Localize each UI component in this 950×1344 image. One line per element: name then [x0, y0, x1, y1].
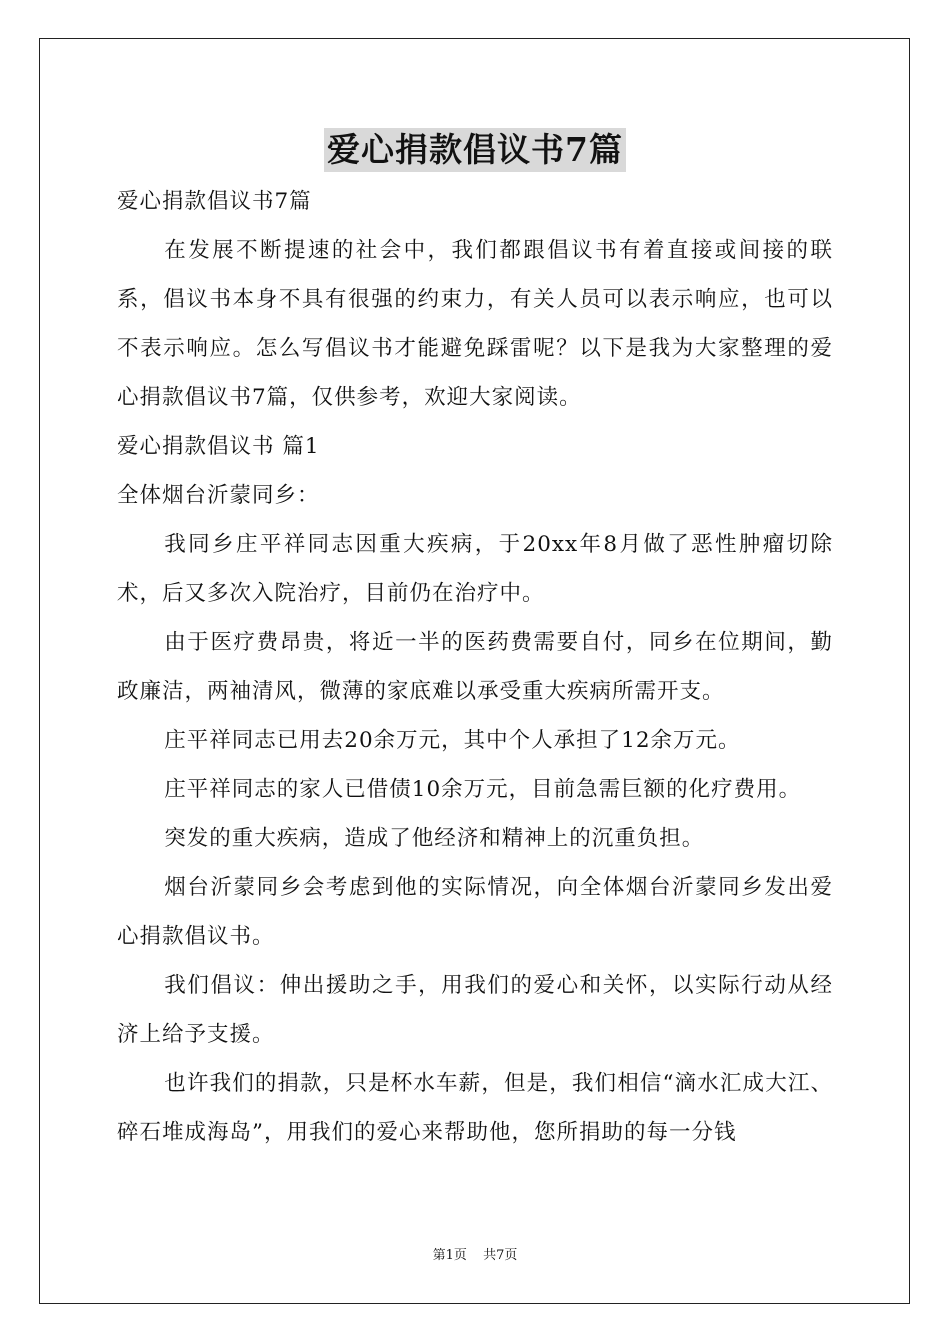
paragraph-7: 庄平祥同志的家人已借债10余万元，目前急需巨额的化疗费用。: [164, 777, 802, 802]
paragraph-0: 爱心捐款倡议书7篇: [117, 189, 312, 214]
page-number: 第1页: [432, 1248, 467, 1263]
page-total: 共7页: [483, 1248, 518, 1263]
document-body: [117, 177, 833, 1157]
page-footer: [0, 1247, 950, 1265]
paragraph-11: 也许我们的捐款，只是杯水车薪，但是，我们相信“滴水汇成大江、碎石堆成海岛”，用我们的爱心来帮助他，您所捐助的每一分钱: [117, 1071, 833, 1145]
salutation: 全体烟台沂蒙同乡：: [117, 483, 320, 508]
paragraph-5: 由于医疗费昂贵，将近一半的医药费需要自付，同乡在位期间，勤政廉洁，两袖清风，微薄的家底难以承受重大疾病所需开支。: [117, 630, 833, 704]
document-title: 爱心捐款倡议书7篇: [324, 128, 626, 172]
paragraph-8: 突发的重大疾病，造成了他经济和精神上的沉重负担。: [164, 826, 705, 851]
paragraph-6: 庄平祥同志已用去20余万元，其中个人承担了12余万元。: [164, 728, 741, 753]
paragraph-4: 我同乡庄平祥同志因重大疾病，于20xx年8月做了恶性肿瘤切除术，后又多次入院治疗，目前仍在治疗中。: [117, 532, 833, 606]
paragraph-9: 烟台沂蒙同乡会考虑到他的实际情况，向全体烟台沂蒙同乡发出爱心捐款倡议书。: [117, 875, 833, 949]
section-heading: 爱心捐款倡议书 篇1: [117, 434, 320, 459]
title-container: [0, 128, 950, 172]
paragraph-10: 我们倡议：伸出援助之手，用我们的爱心和关怀，以实际行动从经济上给予支援。: [117, 973, 833, 1047]
paragraph-intro: 在发展不断提速的社会中，我们都跟倡议书有着直接或间接的联系，倡议书本身不具有很强的约束力，有关人员可以表示响应，也可以不表示响应。怎么写倡议书才能避免踩雷呢？以下是我为大家整理的爱心捐款倡议书7篇，仅供参考，欢迎大家阅读。: [117, 238, 833, 410]
